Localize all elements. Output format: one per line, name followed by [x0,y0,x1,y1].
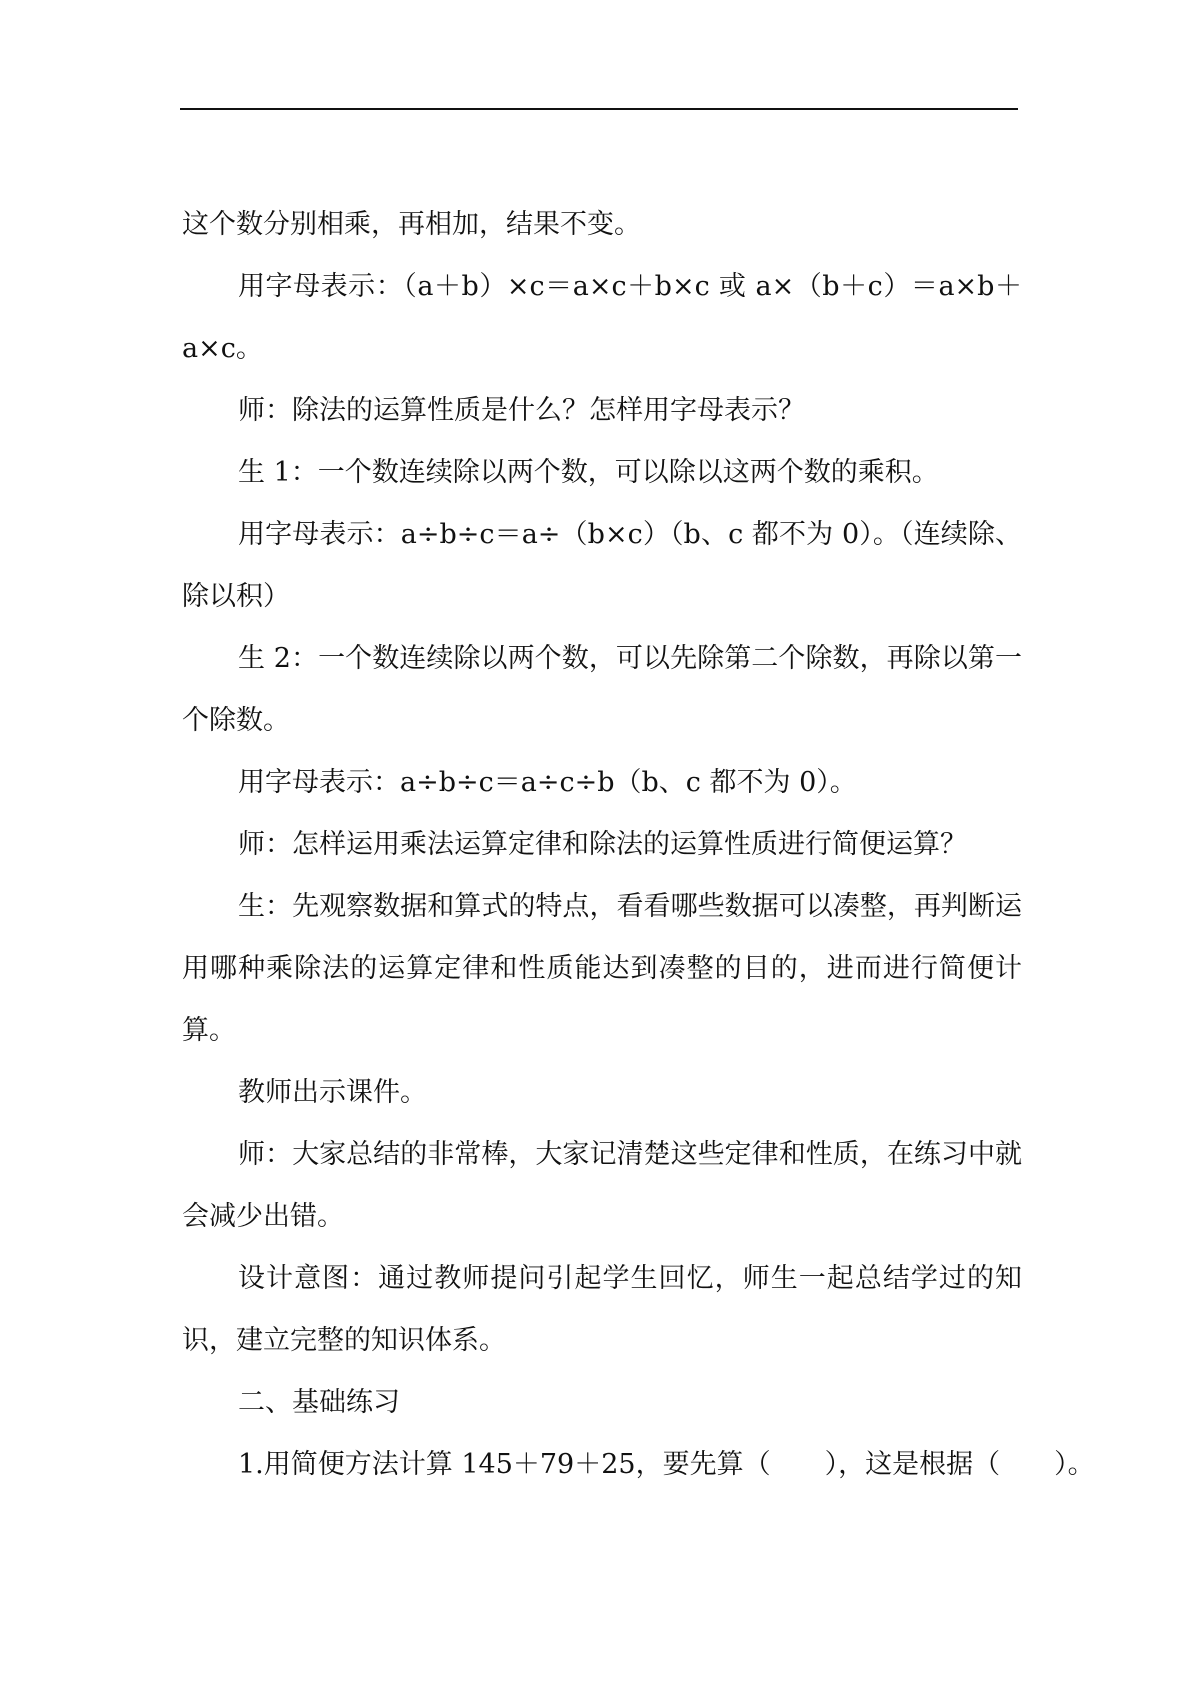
paragraph-11: 师：大家总结的非常棒，大家记清楚这些定律和性质，在练习中就会减少出错。 [182,1139,1022,1232]
header-rule [180,108,1018,110]
paragraph-7: 用字母表示：a÷b÷c＝a÷c÷b（b、c 都不为 0）。 [238,767,857,798]
paragraph-2: 用字母表示：（a＋b）×c＝a×c＋b×c 或 a×（b＋c）＝a×b＋a×c。 [182,271,1022,364]
paragraph-10: 教师出示课件。 [238,1077,427,1108]
paragraph-6: 生 2：一个数连续除以两个数，可以先除第二个除数，再除以第一个除数。 [182,643,1022,736]
exercise-item-1: 1.用简便方法计算 145＋79＋25，要先算（ ），这是根据（ ）。 [238,1449,1095,1480]
paragraph-4: 生 1：一个数连续除以两个数，可以除以这两个数的乘积。 [238,457,939,488]
paragraph-12: 设计意图：通过教师提问引起学生回忆，师生一起总结学过的知识，建立完整的知识体系。 [182,1263,1022,1356]
paragraph-1: 这个数分别相乘，再相加，结果不变。 [182,209,641,240]
paragraph-9: 生：先观察数据和算式的特点，看看哪些数据可以凑整，再判断运用哪种乘除法的运算定律和性质能达到凑整的目的，进而进行简便计算。 [182,891,1022,1046]
paragraph-8: 师：怎样运用乘法运算定律和除法的运算性质进行简便运算？ [238,829,967,860]
section-heading: 二、基础练习 [238,1387,400,1418]
paragraph-3: 师：除法的运算性质是什么？怎样用字母表示？ [238,395,805,426]
document-body [182,194,1095,1496]
paragraph-5: 用字母表示：a÷b÷c＝a÷（b×c）（b、c 都不为 0）。（连续除、除以积） [182,519,1022,612]
